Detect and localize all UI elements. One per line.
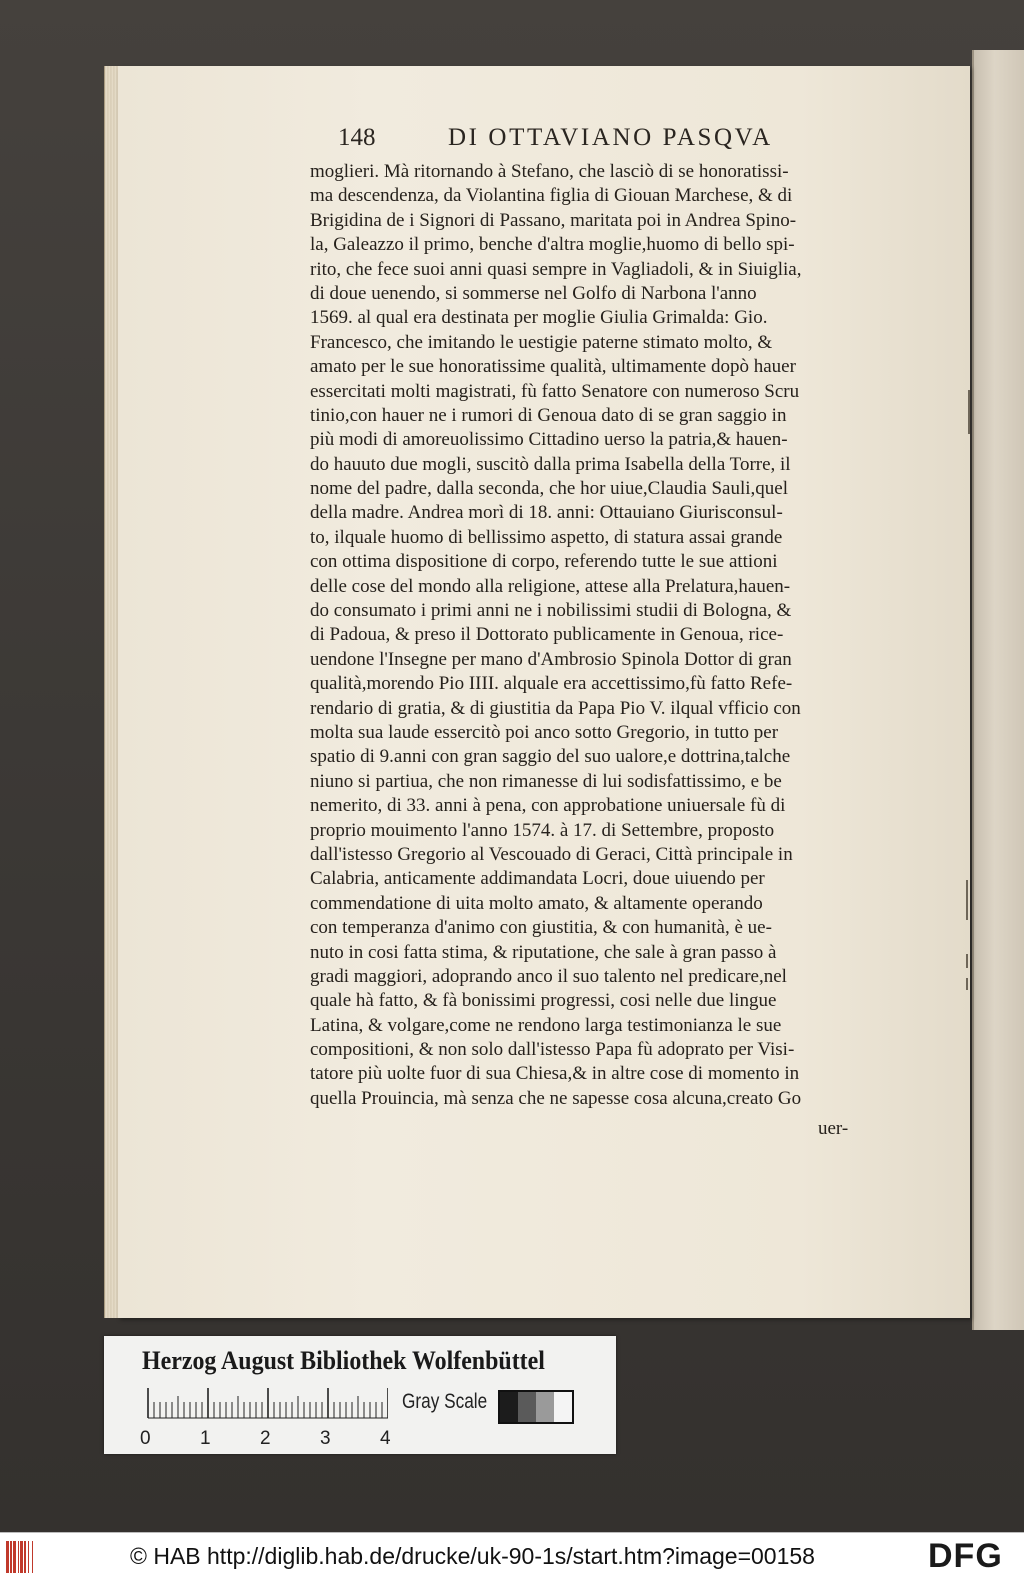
text-line: più modi di amoreuolissimo Cittadino uerso la patria,& hauen- [310, 429, 788, 451]
text-line: di doue uenendo, si sommerse nel Golfo di Narbona l'anno [310, 282, 757, 304]
text-line: Brigidina de i Signori di Passano, maritata poi in Andrea Spino- [310, 209, 797, 231]
scale-number: 1 [200, 1428, 211, 1449]
institution-name: Herzog August Bibliothek Wolfenbüttel [142, 1346, 545, 1375]
margin-mark [966, 880, 968, 920]
footer-bar [0, 1532, 1024, 1581]
text-line: to, ilquale huomo di bellissimo aspetto, di statura assai grande [310, 526, 783, 548]
text-line: compositioni, & non solo dall'istesso Papa fù adoprato per Visi- [310, 1039, 795, 1061]
margin-mark [966, 978, 968, 990]
text-line: Latina, & volgare,come ne rendono larga testimonianza le sue [310, 1014, 782, 1036]
facing-page-edge [972, 50, 1024, 1330]
text-line: di Padoua, & preso il Dottorato publicamente in Genoua, rice- [310, 624, 784, 646]
scale-number: 2 [260, 1428, 271, 1449]
running-title: DI OTTAVIANO PASQVA [448, 124, 773, 151]
catchword: uer- [818, 1118, 849, 1139]
text-line: essercitati molti magistrati, fù fatto Senatore con numeroso Scru [310, 380, 800, 402]
barcode-icon [6, 1541, 50, 1573]
text-line: quale hà fatto, & fà bonissimi progressi, cosi nelle due lingue [310, 990, 777, 1012]
margin-mark [966, 954, 968, 968]
text-line: moglieri. Mà ritornando à Stefano, che lasciò di se honoratissi- [310, 161, 789, 182]
gray-swatch [518, 1392, 536, 1422]
book-page [118, 66, 970, 1318]
text-line: rito, che fece suoi anni quasi sempre in Vagliadoli, & in Siuiglia, [310, 258, 802, 280]
page-number: 148 [338, 124, 376, 151]
text-line: gradi maggiori, adoprando anco il suo talento nel predicare,nel [310, 965, 787, 987]
text-line: nemerito, di 33. anni à pena, con approbatione uniuersale fù di [310, 795, 786, 817]
dfg-logo: DFG [928, 1537, 1003, 1575]
scale-number: 4 [380, 1428, 391, 1449]
scale-number: 3 [320, 1428, 331, 1449]
scale-number: 0 [140, 1428, 151, 1449]
citation-link[interactable]: © HAB http://diglib.hab.de/drucke/uk-90-1s/start.htm?image=00158 [130, 1543, 815, 1569]
gray-swatch [500, 1392, 518, 1422]
text-line: uendone l'Insegne per mano d'Ambrosio Spinola Dottor di gran [310, 648, 792, 670]
text-line: rendario di gratia, & di giustitia da Papa Pio V. ilqual vfficio con [310, 697, 801, 719]
scale-ruler [146, 1388, 388, 1424]
text-line: spatio di 9.anni con gran saggio del suo ualore,e dottrina,talche [310, 746, 791, 768]
gray-scale-swatches [498, 1390, 574, 1424]
text-line: nuto in cosi fatta stima, & riputatione, che sale à gran passo à [310, 941, 777, 963]
text-line: amato per le sue honoratissime qualità, ultimamente dopò hauer [310, 356, 796, 378]
text-line: niuno si partiua, che non rimanesse di lui sodisfattissimo, e be [310, 770, 782, 792]
text-line: della madre. Andrea morì di 18. anni: Ottauiano Giurisconsul- [310, 502, 783, 524]
text-line: con ottima dispositione di corpo, referendo tutte le sue attioni [310, 551, 778, 573]
text-line: 1569. al qual era destinata per moglie Giulia Grimalda: Gio. [310, 307, 768, 329]
text-line: con temperanza d'animo con giustitia, & con humanità, è ue- [310, 917, 772, 939]
text-line: tatore più uolte fuor di sua Chiesa,& in altre cose di momento in [310, 1063, 800, 1085]
text-line: la, Galeazzo il primo, benche d'altra moglie,huomo di bello spi- [310, 234, 795, 256]
text-line: proprio mouimento l'anno 1574. à 17. di Settembre, proposto [310, 819, 775, 841]
text-line: do consumato i primi anni ne i nobilissimi studii di Bologna, & [310, 600, 792, 622]
text-line: commendatione di uita molto amato, & altamente operando [310, 892, 763, 914]
gray-scale-label: Gray Scale [402, 1390, 488, 1413]
text-line: tinio,con hauer ne i rumori di Genoua dato di se gran saggio in [310, 404, 787, 426]
text-line: ma descendenza, da Violantina figlia di Giouan Marchese, & di [310, 185, 793, 207]
text-line: do hauuto due mogli, suscitò dalla prima Isabella della Torre, il [310, 453, 791, 475]
text-line: Calabria, anticamente addimandata Locri, doue uiuendo per [310, 868, 765, 890]
running-head [338, 124, 818, 152]
text-line: molta sua laude essercitò poi anco sotto Gregorio, in tutto per [310, 721, 779, 743]
margin-mark [968, 390, 970, 434]
text-line: Francesco, che imitando le uestigie paterne stimato molto, & [310, 331, 773, 353]
page-body-text [310, 160, 922, 1111]
color-reference-card [104, 1336, 616, 1454]
text-line: dall'istesso Gregorio al Vescouado di Geraci, Città principale in [310, 843, 793, 865]
text-line: qualità,morendo Pio IIII. alquale era accettissimo,fù fatto Refe- [310, 673, 793, 695]
scale-numbers [140, 1428, 400, 1450]
gray-swatch [536, 1392, 554, 1422]
gray-swatch [554, 1392, 572, 1422]
text-line: quella Prouincia, mà senza che ne sapesse cosa alcuna,creato Go [310, 1087, 802, 1109]
text-line: nome del padre, dalla seconda, che hor uiue,Claudia Sauli,quel [310, 478, 789, 500]
text-line: delle cose del mondo alla religione, attese alla Prelatura,hauen- [310, 575, 791, 597]
